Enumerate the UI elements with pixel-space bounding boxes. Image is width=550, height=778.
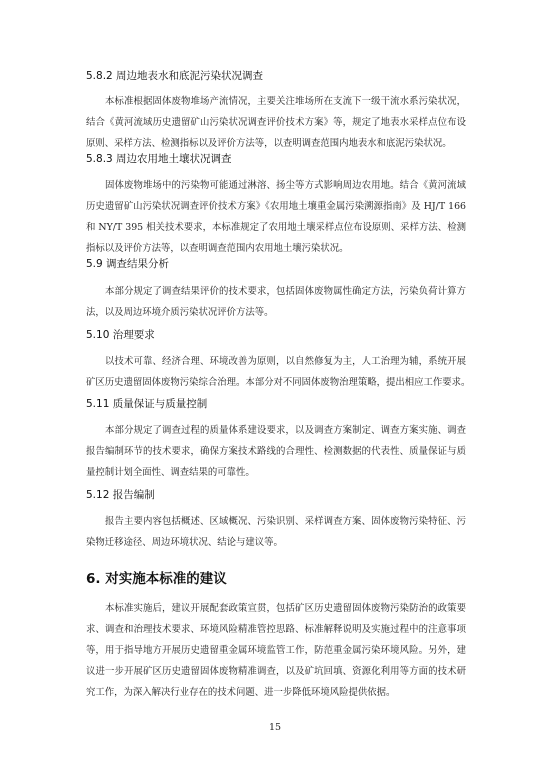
paragraph-line: 量控制计划全面性、调查结果的可靠性。	[86, 467, 255, 478]
paragraph-line: 本标准实施后，建议开展配套政策宣贯，包括矿区历史遗留固体废物污染防治的政策要	[105, 603, 466, 614]
section-5-12-paragraph	[86, 511, 466, 553]
section-heading-5-9: 5.9 调查结果分析	[86, 258, 170, 270]
paragraph-line: 本标准根据固体废物堆场产流情况，主要关注堆场所在支流下一级干流水系污染状况，	[105, 96, 466, 107]
paragraph-line: 等，用于指导地方开展历史遗留重金属环境监管工作，防范重金属污染环境风险。另外，建	[86, 645, 466, 656]
paragraph-line: 指标以及评价方法等，以查明调查范围内农用地土壤污染状况。	[86, 243, 349, 254]
paragraph-line: 历史遗留矿山污染状况调查评价技术方案》《农用地土壤重金属污染溯源指南》及 HJ/T 166	[86, 201, 466, 212]
paragraph-line: 求、调查和治理技术要求、环境风险精准管控思路、标准解释说明及实施过程中的注意事项	[86, 624, 466, 635]
paragraph-line: 究工作，为深入解决行业存在的技术问题、进一步降低环境风险提供依据。	[86, 687, 396, 698]
page-number: 15	[268, 722, 282, 733]
paragraph-line: 本部分规定了调查过程的质量体系建设要求，以及调查方案制定、调查方案实施、调查	[105, 425, 466, 436]
paragraph-line: 和 NY/T 395 相关技术要求，本标准规定了农用地土壤采样点位布设原则、采样方法、检测	[86, 222, 466, 233]
paragraph-line: 矿区历史遗留固体废物污染综合治理。本部分对不同固体废物治理策略，提出相应工作要求。	[86, 377, 471, 388]
paragraph-line: 议进一步开展矿区历史遗留固体废物精准调查，以及矿坑回填、资源化利用等方面的技术研	[86, 666, 466, 677]
paragraph-line: 本部分规定了调查结果评价的技术要求，包括固体废物属性确定方法，污染负荷计算方	[105, 286, 466, 297]
paragraph-line: 以技术可靠、经济合理、环境改善为原则，以自然修复为主，人工治理为辅，系统开展	[105, 356, 466, 367]
section-5-9-paragraph	[86, 281, 466, 323]
section-5-8-2-paragraph	[86, 91, 466, 154]
paragraph-line: 原则、采样方法、检测指标以及评价方法等，以查明调查范围内地表水和底泥污染状况。	[86, 138, 452, 149]
section-heading-5-8-3: 5.8.3 周边农用地土壤状况调查	[86, 153, 232, 165]
paragraph-line: 法，以及周边环境介质污染状况评价方法等。	[86, 307, 274, 318]
paragraph-line: 固体废物堆场中的污染物可能通过淋溶、扬尘等方式影响周边农用地。结合《黄河流域	[105, 180, 466, 191]
section-heading-5-12: 5.12 报告编制	[86, 489, 155, 501]
paragraph-line: 染物迁移途径、周边环境状况、结论与建议等。	[86, 537, 283, 548]
paragraph-line: 结合《黄河流域历史遗留矿山污染状况调查评价技术方案》等，规定了地表水采样点位布设	[86, 117, 466, 128]
chapter-heading-6: 6. 对实施本标准的建议	[86, 571, 227, 587]
section-5-11-paragraph	[86, 420, 466, 483]
section-5-10-paragraph	[86, 351, 471, 393]
section-heading-5-11: 5.11 质量保证与质量控制	[86, 398, 208, 410]
chapter-6-paragraph	[86, 598, 466, 703]
section-heading-5-8-2: 5.8.2 周边地表水和底泥污染状况调查	[86, 70, 264, 82]
section-5-8-3-paragraph	[86, 175, 466, 259]
paragraph-line: 报告主要内容包括概述、区域概况、污染识别、采样调查方案、固体废物污染特征、污	[105, 516, 466, 527]
section-heading-5-10: 5.10 治理要求	[86, 329, 155, 341]
paragraph-line: 报告编制环节的技术要求，确保方案技术路线的合理性、检测数据的代表性、质量保证与质	[86, 446, 466, 457]
